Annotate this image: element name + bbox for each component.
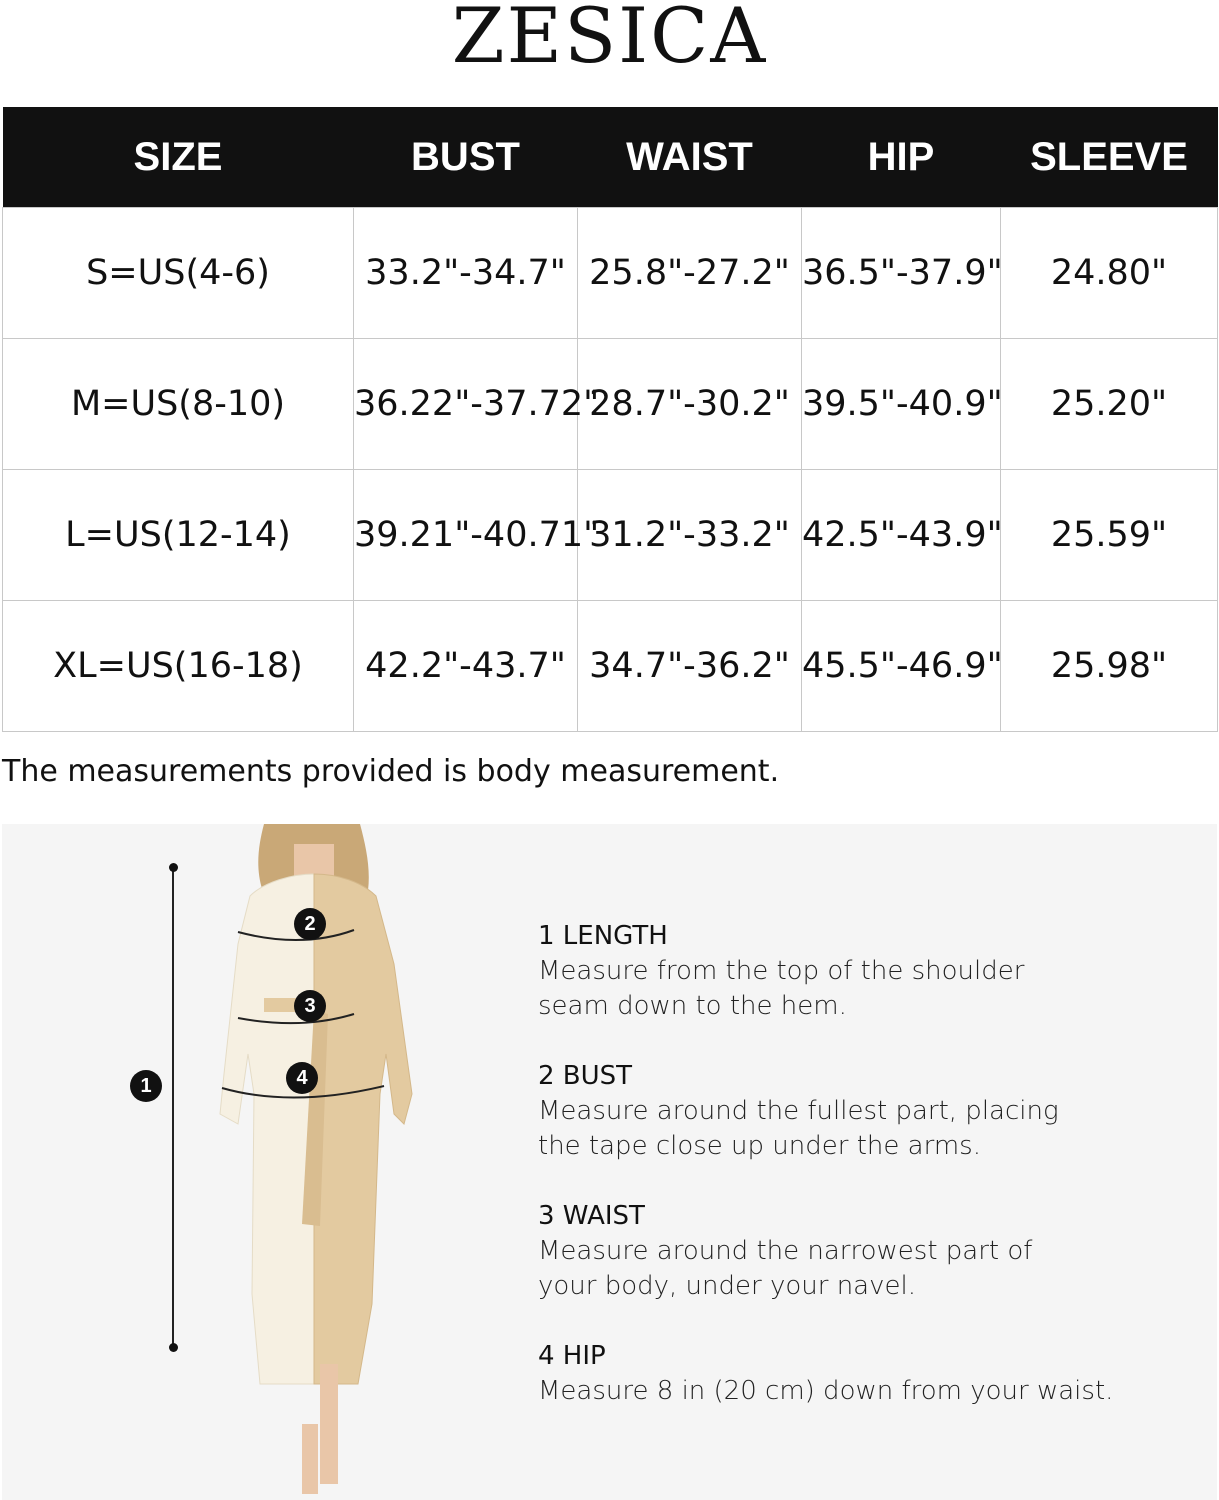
instruction-item — [538, 918, 1178, 1024]
cell-hip: 45.5"-46.9" — [802, 601, 1001, 732]
instruction-text: Measure 8 in (20 cm) down from your waist. — [538, 1376, 1114, 1406]
badge-waist: 3 — [294, 990, 326, 1022]
size-chart-table — [2, 107, 1218, 732]
cell-sleeve: 24.80" — [1001, 208, 1218, 339]
leg-shape — [302, 1424, 318, 1494]
badge-bust: 2 — [294, 908, 326, 940]
cell-sleeve: 25.98" — [1001, 601, 1218, 732]
instruction-title: 4 HIP — [538, 1341, 606, 1371]
header-bust: BUST — [354, 107, 578, 208]
instruction-text: Measure around the fullest part, placing — [538, 1096, 1059, 1126]
brand-logo: ZESICA — [451, 0, 768, 80]
header-size: SIZE — [3, 107, 354, 208]
cell-waist: 34.7"-36.2" — [578, 601, 802, 732]
badge-length: 1 — [130, 1070, 162, 1102]
measurement-note: The measurements provided is body measurement. — [2, 754, 780, 789]
header-hip: HIP — [802, 107, 1001, 208]
cell-size: L=US(12-14) — [3, 470, 354, 601]
instruction-item — [538, 1198, 1178, 1304]
length-line-top-dot — [169, 863, 178, 872]
model-figure — [2, 824, 482, 1500]
instruction-title: 3 WAIST — [538, 1201, 645, 1231]
instruction-text: the tape close up under the arms. — [538, 1131, 981, 1161]
header-sleeve: SLEEVE — [1001, 107, 1218, 208]
cell-waist: 28.7"-30.2" — [578, 339, 802, 470]
dress-right-half — [314, 874, 412, 1384]
leg-shape — [320, 1364, 338, 1484]
badge-hip: 4 — [286, 1062, 318, 1094]
table-row — [3, 339, 1218, 470]
cell-hip: 42.5"-43.9" — [802, 470, 1001, 601]
table-row — [3, 470, 1218, 601]
instruction-title: 2 BUST — [538, 1061, 633, 1091]
cell-bust: 42.2"-43.7" — [354, 601, 578, 732]
cell-size: M=US(8-10) — [3, 339, 354, 470]
cell-hip: 39.5"-40.9" — [802, 339, 1001, 470]
instruction-text: Measure from the top of the shoulder — [538, 956, 1025, 986]
length-line — [172, 866, 174, 1348]
table-header-row — [3, 107, 1218, 208]
dress-left-half — [220, 874, 314, 1384]
dress-illustration — [2, 824, 482, 1500]
cell-sleeve: 25.20" — [1001, 339, 1218, 470]
table-row — [3, 208, 1218, 339]
header-waist: WAIST — [578, 107, 802, 208]
instruction-title: 1 LENGTH — [538, 921, 668, 951]
cell-bust: 36.22"-37.72" — [354, 339, 578, 470]
instruction-text: Measure around the narrowest part of — [538, 1236, 1033, 1266]
cell-bust: 39.21"-40.71" — [354, 470, 578, 601]
instruction-text: your body, under your navel. — [538, 1271, 916, 1301]
cell-hip: 36.5"-37.9" — [802, 208, 1001, 339]
measurement-guide — [2, 824, 1217, 1500]
length-line-bottom-dot — [169, 1343, 178, 1352]
cell-bust: 33.2"-34.7" — [354, 208, 578, 339]
instruction-item — [538, 1058, 1178, 1164]
cell-size: S=US(4-6) — [3, 208, 354, 339]
cell-size: XL=US(16-18) — [3, 601, 354, 732]
measurement-instructions — [538, 918, 1178, 1443]
cell-waist: 31.2"-33.2" — [578, 470, 802, 601]
cell-waist: 25.8"-27.2" — [578, 208, 802, 339]
instruction-item — [538, 1338, 1178, 1409]
table-row — [3, 601, 1218, 732]
cell-sleeve: 25.59" — [1001, 470, 1218, 601]
instruction-text: seam down to the hem. — [538, 991, 847, 1021]
